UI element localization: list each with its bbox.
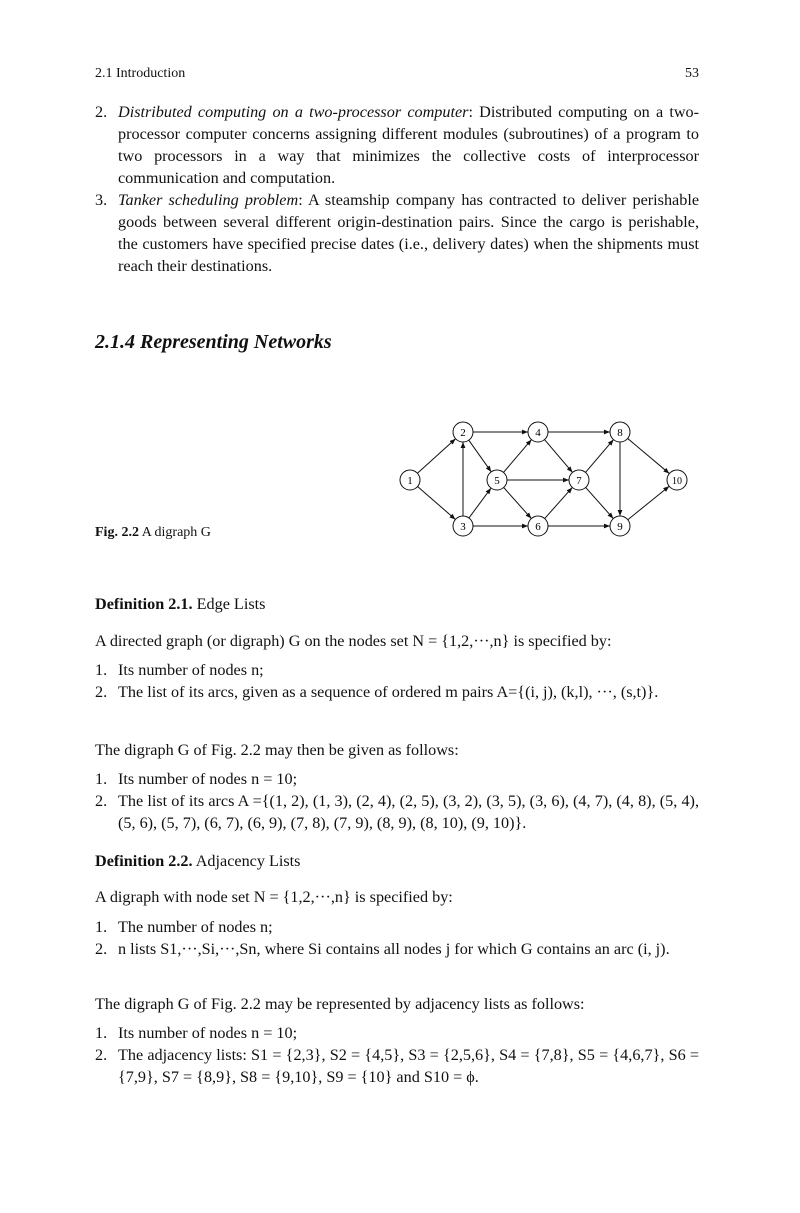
definition-items	[95, 916, 699, 960]
item-number: 2.	[95, 103, 108, 121]
list-item	[95, 938, 699, 960]
svg-text:4: 4	[535, 427, 541, 439]
svg-text:5: 5	[494, 475, 500, 487]
example-intro: The digraph G of Fig. 2.2 may be represented by adjacency lists as follows:	[95, 995, 585, 1013]
definition-title: Edge Lists	[196, 595, 266, 613]
definition-intro: A directed graph (or digraph) G on the nodes set N = {1,2,···,n} is specified by:	[95, 632, 612, 650]
definition-heading	[95, 850, 300, 872]
arc-1-3	[418, 487, 456, 520]
node-2	[453, 422, 473, 442]
item-text: The list of its arcs A ={(1, 2), (1, 3), (2, 4), (2, 5), (3, 2), (3, 5), (3, 6), (4, 7), (4, 8), (5, 4), (5, 6), (5, 7), (6, 7), (6, 9), (7, 8), (7, 9), (8, 9), (8, 10), (9, 10)}.	[118, 792, 699, 832]
definition-label: Definition 2.2.	[95, 852, 193, 870]
example-items	[95, 768, 699, 834]
definition-intro: A digraph with node set N = {1,2,···,n} is specified by:	[95, 888, 453, 906]
item-text: n lists S1,···,Si,···,Sn, where Si contains all nodes j for which G contains an arc (i, j).	[118, 940, 670, 958]
list-item	[95, 101, 699, 189]
item-number: 1.	[95, 661, 108, 679]
definition-label: Definition 2.1.	[95, 595, 193, 613]
section-title: 2.1 Introduction	[95, 66, 186, 81]
definition-items	[95, 659, 699, 703]
example-items	[95, 1022, 699, 1088]
list-item	[95, 790, 699, 834]
node-5	[487, 470, 507, 490]
svg-text:8: 8	[617, 427, 623, 439]
example-intro: The digraph G of Fig. 2.2 may then be given as follows:	[95, 741, 459, 759]
arc-8-10	[628, 438, 670, 473]
list-item	[95, 659, 699, 681]
running-header	[95, 63, 699, 85]
svg-text:3: 3	[460, 521, 466, 533]
node-6	[528, 516, 548, 536]
item-number: 1.	[95, 770, 108, 788]
item-number: 3.	[95, 191, 108, 209]
figure-caption-text: A digraph G	[141, 525, 211, 540]
item-number: 2.	[95, 792, 108, 810]
arc-5-4	[503, 440, 531, 473]
arc-4-7	[544, 440, 572, 473]
page-number: 53	[685, 66, 699, 81]
item-number: 1.	[95, 918, 108, 936]
arc-2-5	[469, 440, 491, 472]
figure-caption	[95, 522, 211, 544]
svg-text:1: 1	[407, 475, 413, 487]
svg-text:2: 2	[460, 427, 466, 439]
node-1	[400, 470, 420, 490]
item-title: Distributed computing on a two-processor computer	[118, 103, 469, 121]
definition-heading	[95, 593, 265, 615]
arc-6-7	[545, 487, 573, 518]
digraph-figure	[395, 414, 695, 544]
arc-3-5	[469, 488, 491, 518]
item-number: 2.	[95, 683, 108, 701]
list-item	[95, 1022, 699, 1044]
section-heading: 2.1.4 Representing Networks	[95, 331, 332, 353]
node-7	[569, 470, 589, 490]
arc-7-8	[585, 440, 613, 473]
arc-7-9	[586, 487, 614, 518]
figure-label: Fig. 2.2	[95, 525, 139, 540]
node-10	[667, 470, 687, 490]
list-item	[95, 681, 699, 703]
item-text: The list of its arcs, given as a sequence of ordered m pairs A={(i, j), (k,l), ···, (s,t)}.	[118, 683, 659, 701]
item-text: Its number of nodes n = 10;	[118, 770, 298, 788]
list-item	[95, 768, 699, 790]
svg-text:9: 9	[617, 521, 623, 533]
graph-nodes	[400, 422, 687, 536]
arc-1-2	[417, 439, 455, 474]
node-9	[610, 516, 630, 536]
svg-text:7: 7	[576, 475, 582, 487]
item-text: The number of nodes n;	[118, 918, 273, 936]
graph-arcs	[417, 432, 669, 526]
intro-list	[95, 101, 699, 277]
svg-text:6: 6	[535, 521, 541, 533]
item-number: 1.	[95, 1024, 108, 1042]
item-text: The adjacency lists: S1 = {2,3}, S2 = {4,5}, S3 = {2,5,6}, S4 = {7,8}, S5 = {4,6,7}, S6 = {7,9}, S7 = {8,9}, S8 = {9,10}, S9 = {10} and S10 = ϕ.	[118, 1046, 699, 1086]
item-text: Its number of nodes n;	[118, 661, 264, 679]
item-text: Its number of nodes n = 10;	[118, 1024, 298, 1042]
item-number: 2.	[95, 940, 108, 958]
list-item	[95, 916, 699, 938]
item-text: : Distributed computing on a two-processor computer concerns assigning different modules (subroutines) of a program to two processors in a way that minimizes the collective costs of interprocessor communication and computation.	[118, 103, 699, 187]
node-3	[453, 516, 473, 536]
list-item	[95, 1044, 699, 1088]
svg-text:10: 10	[672, 476, 682, 487]
arc-5-6	[504, 487, 532, 518]
node-4	[528, 422, 548, 442]
item-number: 2.	[95, 1046, 108, 1064]
node-8	[610, 422, 630, 442]
arc-9-10	[628, 486, 669, 519]
item-text: : A steamship company has contracted to deliver perishable goods between several different origin-destination pairs. Since the cargo is perishable, the customers have specified precise dates (i.e., delivery dates) when the shipments must reach their destinations.	[118, 191, 700, 275]
item-title: Tanker scheduling problem	[118, 191, 299, 209]
definition-title: Adjacency Lists	[195, 852, 301, 870]
list-item	[95, 189, 699, 277]
